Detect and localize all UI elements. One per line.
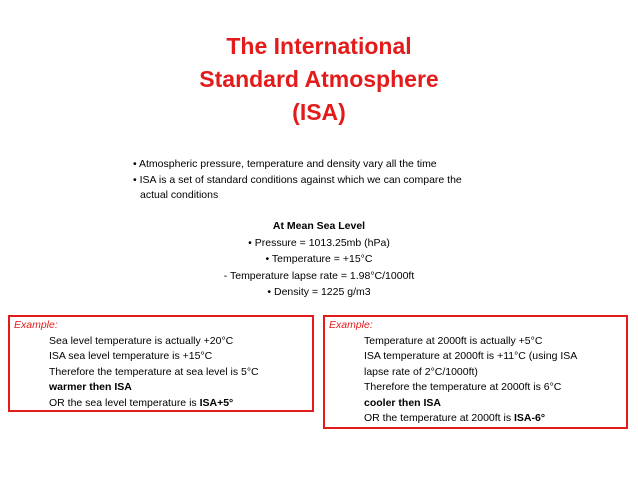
intro-bullet-isa-definition-continued: actual conditions bbox=[140, 189, 219, 201]
example-box-2000ft bbox=[323, 315, 628, 429]
example-result-value: ISA-6° bbox=[514, 412, 546, 424]
example-line-bold: cooler then ISA bbox=[364, 396, 442, 409]
example-line: ISA sea level temperature is +15°C bbox=[49, 350, 213, 362]
example-result-prefix: OR the temperature at 2000ft is bbox=[364, 412, 514, 424]
msl-lapse-rate: - Temperature lapse rate = 1.98°C/1000ft bbox=[223, 269, 415, 282]
example-line: ISA temperature at 2000ft is +11°C (using ISA bbox=[364, 350, 578, 362]
mean-sea-level-section bbox=[0, 218, 638, 301]
example-line-result bbox=[364, 411, 622, 427]
intro-bullet-isa-definition: • ISA is a set of standard conditions against which we can compare the bbox=[133, 173, 462, 186]
title-line-2: Standard Atmosphere bbox=[199, 66, 439, 92]
example-result-value: ISA+5° bbox=[199, 396, 234, 409]
example-line-bold: warmer then ISA bbox=[49, 381, 132, 393]
intro-bullet-variation: • Atmospheric pressure, temperature and density vary all the time bbox=[133, 158, 437, 170]
example-label: Example: bbox=[14, 319, 58, 331]
msl-density: • Density = 1225 g/m3 bbox=[267, 286, 371, 298]
example-line: lapse rate of 2°C/1000ft) bbox=[364, 365, 478, 378]
title-line-3: (ISA) bbox=[292, 99, 346, 125]
example-box-sea-level bbox=[8, 315, 314, 412]
title-line-1: The International bbox=[226, 33, 412, 59]
example-line: Therefore the temperature at sea level is 5°C bbox=[49, 365, 259, 378]
msl-pressure: • Pressure = 1013.25mb (hPa) bbox=[248, 236, 390, 249]
example-result-prefix: OR the sea level temperature is bbox=[49, 396, 200, 409]
example-line-result bbox=[49, 396, 308, 412]
example-line: Sea level temperature is actually +20°C bbox=[49, 334, 234, 347]
example-line: Therefore the temperature at 2000ft is 6°C bbox=[364, 381, 562, 393]
example-line: Temperature at 2000ft is actually +5°C bbox=[364, 334, 543, 347]
intro-bullets bbox=[133, 157, 533, 204]
msl-temperature: • Temperature = +15°C bbox=[265, 253, 373, 265]
example-lines bbox=[325, 334, 626, 427]
example-label: Example: bbox=[329, 319, 373, 331]
example-lines bbox=[10, 334, 312, 412]
page-title bbox=[0, 30, 638, 129]
mean-sea-level-heading: At Mean Sea Level bbox=[272, 220, 366, 232]
